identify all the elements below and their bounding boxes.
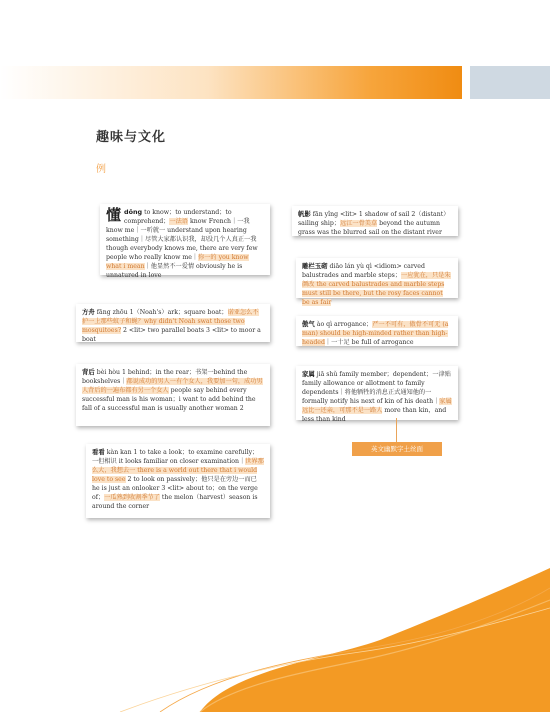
entry-definition: ｜他显然不一爱情 obviously he is unnatured in love	[106, 263, 243, 279]
footer-orange-wave	[0, 568, 550, 712]
entry-headword: 傲气	[302, 320, 315, 328]
entry-pinyin: fāng zhōu	[96, 309, 128, 316]
entry-highlight: 一瓜熟到收割季节了	[104, 494, 160, 501]
entry-headword: 背后	[82, 368, 95, 376]
entry-definition: arrogance；	[332, 321, 373, 328]
entry-pinyin: bèi hòu	[96, 369, 121, 376]
entry-definition: 1（Noah's）ark；square boat；	[127, 309, 228, 316]
entry-definition: beyond the autumn grass was the blurred sail on the distant river	[298, 220, 442, 236]
page-title: 趣味与文化	[96, 130, 167, 145]
entry-headword: 看看	[92, 448, 105, 456]
entry-card-aoqi	[296, 316, 458, 346]
entry-definition: the melon（harvest）season is around the corner	[92, 494, 258, 510]
entry-card-fanying	[292, 206, 458, 236]
entry-definition: <lit> 1 shadow of sail 2（distant）sailing ship；	[298, 211, 450, 227]
entry-definition: ｜一十足 be full of arrogance	[324, 339, 414, 346]
entry-card-dong	[100, 204, 270, 279]
entry-definition: people say behind every successful man is his woman；i want to add behind the fall of a successful man is usually another woman 2	[82, 387, 256, 412]
entry-pinyin: kàn kan	[106, 449, 132, 456]
entry-definition: more than kin，and less than kind	[302, 407, 447, 423]
entry-headword: 帆影	[298, 210, 311, 218]
entry-pinyin: ào qì	[316, 321, 333, 328]
entry-definition: 1 to take a look；to examine carefully；一但相识 it looks familiar on closer examination｜	[92, 449, 259, 465]
entry-definition: 2 <lit> two parallel boats 3 <lit> to moor a boat	[82, 327, 261, 343]
entry-highlight: 严一不可有，傲骨不可无 (a man) should be high-minded rather than high-headed	[302, 321, 449, 346]
entry-headword: 雕栏玉砌	[302, 262, 328, 270]
entry-highlight: 家属远比一还亲，可那不是一路人	[302, 398, 452, 414]
entry-card-kankan	[86, 444, 270, 518]
entry-highlight: 世界那么大，我想去一 there is a world out there that i would love to see	[92, 458, 264, 483]
entry-card-diaolan	[296, 258, 458, 306]
entry-definition: family member；dependent；一津贴 family allowance or allotment to family dependents｜将他牺牲的消息正式通知他的一 formally notify his next of kin of his death｜	[302, 371, 451, 405]
callout-badge: 英文幽默字土丝面	[352, 442, 442, 456]
entry-highlight: 诺亚怎么不护一上那些蚊子和蝇？why didn't Noah swat those two mosquitoes?	[82, 309, 259, 334]
entry-headword: 方舟	[82, 308, 95, 316]
header-orange-band	[0, 66, 462, 99]
entry-headword-big: 懂	[106, 206, 122, 224]
entry-highlight: 一法语	[169, 218, 188, 225]
callout-connector-line	[396, 418, 397, 442]
entry-highlight: 远江一骨美草	[340, 220, 378, 227]
entry-pinyin: dǒng	[124, 208, 143, 216]
entry-pinyin: fān yǐng	[312, 211, 339, 218]
entry-highlight: 都说成功的男人一有个女人，我要加一句，成功男人背后的一遍布都有另一个女人	[82, 378, 263, 394]
entry-definition: know French｜一我 know me｜一听就一 understand upon hearing something｜尽管大家都认识我，却没几个人真正一我 though everybody knows me, there are very few people who really know me｜	[106, 218, 258, 261]
entry-pinyin: diāo lán yù qì	[329, 263, 372, 270]
header-blue-block	[470, 66, 550, 99]
entry-definition: 1 behind；in the rear；书架一behind the bookshelves｜	[82, 369, 248, 385]
entry-headword: 家属	[302, 370, 315, 378]
entry-card-beihou	[76, 364, 270, 426]
entry-definition: 2 to look on passively；他只是在旁边一而已 he is just an onlooker 3 <lit> about to；on the verge of；	[92, 476, 258, 501]
entry-card-jiashu	[296, 366, 458, 423]
entry-highlight: 一应犹在，只是朱颜改 the carved balustrades and marble steps must still be there, but the rosy faces cannot be as fair	[302, 272, 451, 306]
entry-pinyin: jiā shǔ	[316, 371, 338, 378]
footer-swoosh	[0, 560, 550, 712]
entry-definition: <idiom> carved balustrades and marble steps；	[302, 263, 425, 279]
entry-definition: to know；to understand；to comprehend；	[124, 209, 232, 225]
entry-highlight: 你一的 you know what i mean	[106, 254, 249, 270]
entry-card-fangzhou	[76, 304, 270, 342]
section-label: 例	[96, 164, 106, 175]
